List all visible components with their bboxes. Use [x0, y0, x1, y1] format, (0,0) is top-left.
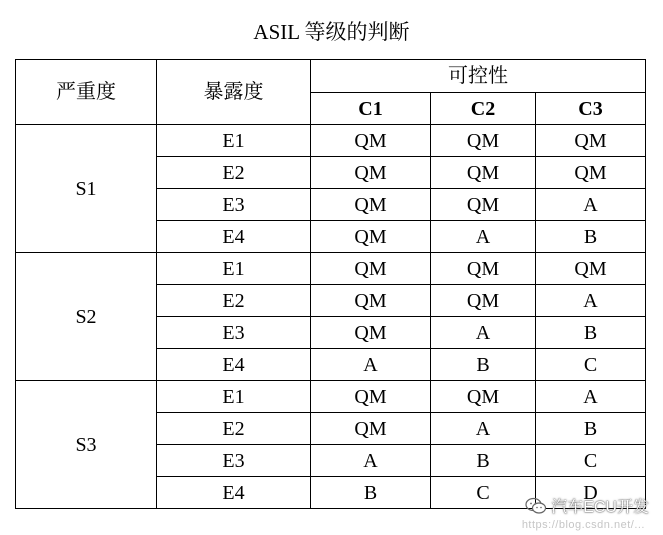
asil-cell-c3: QM — [536, 125, 646, 157]
page-title: ASIL 等级的判断 — [253, 20, 410, 44]
asil-cell-c2: QM — [431, 125, 536, 157]
header-c1: C1 — [311, 93, 431, 125]
exposure-cell: E3 — [157, 189, 311, 221]
header-c2: C2 — [431, 93, 536, 125]
asil-cell-c3: A — [536, 381, 646, 413]
exposure-cell: E3 — [157, 445, 311, 477]
asil-cell-c1: A — [311, 445, 431, 477]
asil-cell-c3: QM — [536, 157, 646, 189]
asil-cell-c3: B — [536, 317, 646, 349]
asil-cell-c1: QM — [311, 125, 431, 157]
asil-cell-c1: QM — [311, 253, 431, 285]
exposure-cell: E2 — [157, 285, 311, 317]
asil-cell-c3: QM — [536, 253, 646, 285]
asil-cell-c2: B — [431, 349, 536, 381]
asil-cell-c1: QM — [311, 285, 431, 317]
watermark-url: https://blog.csdn.net/... — [521, 519, 645, 531]
asil-cell-c1: QM — [311, 317, 431, 349]
asil-cell-c2: QM — [431, 381, 536, 413]
exposure-cell: E2 — [157, 157, 311, 189]
header-exposure: 暴露度 — [157, 60, 311, 125]
exposure-cell: E3 — [157, 317, 311, 349]
asil-cell-c1: A — [311, 349, 431, 381]
exposure-cell: E1 — [157, 253, 311, 285]
exposure-cell: E2 — [157, 413, 311, 445]
header-severity: 严重度 — [16, 60, 157, 125]
exposure-cell: E4 — [157, 349, 311, 381]
exposure-cell: E1 — [157, 381, 311, 413]
exposure-cell: E4 — [157, 477, 311, 509]
asil-cell-c1: QM — [311, 413, 431, 445]
asil-cell-c3: A — [536, 189, 646, 221]
asil-cell-c2: QM — [431, 285, 536, 317]
severity-cell: S1 — [16, 125, 157, 253]
asil-cell-c2: QM — [431, 253, 536, 285]
asil-table — [15, 59, 646, 509]
asil-cell-c3: C — [536, 349, 646, 381]
header-controllability: 可控性 — [311, 60, 646, 93]
table-row — [16, 125, 646, 157]
table-body — [16, 125, 646, 509]
asil-cell-c3: A — [536, 285, 646, 317]
exposure-cell: E4 — [157, 221, 311, 253]
asil-cell-c2: A — [431, 413, 536, 445]
asil-cell-c3: C — [536, 445, 646, 477]
exposure-cell: E1 — [157, 125, 311, 157]
asil-cell-c2: C — [431, 477, 536, 509]
asil-cell-c1: QM — [311, 157, 431, 189]
table-row — [16, 381, 646, 413]
asil-cell-c1: QM — [311, 189, 431, 221]
asil-cell-c1: B — [311, 477, 431, 509]
header-c3: C3 — [536, 93, 646, 125]
asil-cell-c2: B — [431, 445, 536, 477]
asil-cell-c1: QM — [311, 381, 431, 413]
asil-cell-c1: QM — [311, 221, 431, 253]
asil-cell-c3: D — [536, 477, 646, 509]
asil-cell-c2: QM — [431, 157, 536, 189]
severity-cell: S2 — [16, 253, 157, 381]
table-header-row — [16, 60, 646, 93]
asil-cell-c2: QM — [431, 189, 536, 221]
table-row — [16, 253, 646, 285]
asil-cell-c2: A — [431, 221, 536, 253]
watermark-text: 汽车ECU开发 — [551, 499, 649, 516]
asil-cell-c2: A — [431, 317, 536, 349]
asil-cell-c3: B — [536, 221, 646, 253]
asil-cell-c3: B — [536, 413, 646, 445]
severity-cell: S3 — [16, 381, 157, 509]
